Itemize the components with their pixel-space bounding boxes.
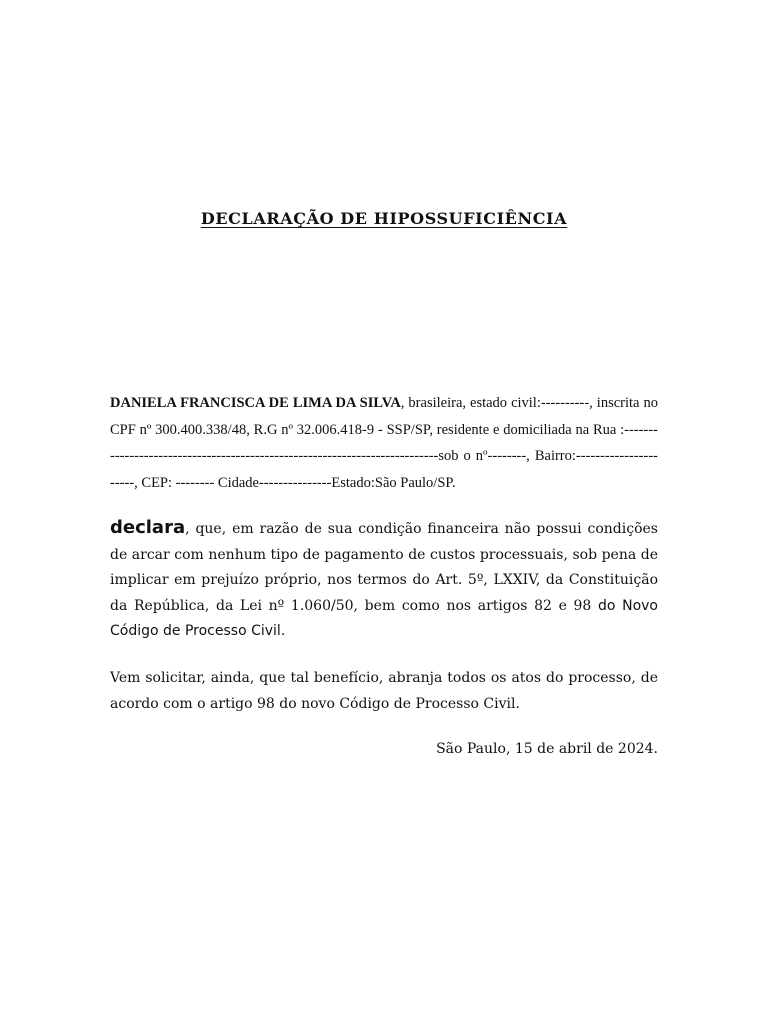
qualification-paragraph (110, 390, 658, 496)
declaration-keyword: declara (110, 517, 186, 538)
declarant-name: DANIELA FRANCISCA DE LIMA DA SILVA (110, 395, 401, 411)
request-paragraph: Vem solicitar, ainda, que tal benefício, abranja todos os atos do processo, de acordo com o artigo 98 do novo Código de Processo Civil. (110, 670, 658, 712)
document-title: DECLARAÇÃO DE HIPOSSUFICIÊNCIA (200, 209, 568, 228)
qualification-text: , brasileira, estado civil:----------, inscrita no CPF nº 300.400.338/48, R.G nº 32.006.418-9 - SSP/SP, residente e domiciliada na Rua :---------------------------------------------------------------------------sob o nº--------, Bairro:----------------------, CEP: -------- Cidade---------------Estado:São Paulo/SP. (110, 395, 658, 491)
place-and-date: São Paulo, 15 de abril de 2024. (436, 741, 658, 757)
declaration-tail: do Novo Código de Processo Civil. (110, 597, 658, 639)
declaration-text: , que, em razão de sua condição financeira não possui condições de arcar com nenhum tipo de pagamento de custos processuais, sob pena de implicar em prejuízo próprio, nos termos do Art. 5º, LXXIV, da Constituição da República, da Lei nº 1.060/50, bem como nos artigos 82 e 98 (110, 521, 658, 614)
declaration-paragraph (110, 515, 658, 645)
